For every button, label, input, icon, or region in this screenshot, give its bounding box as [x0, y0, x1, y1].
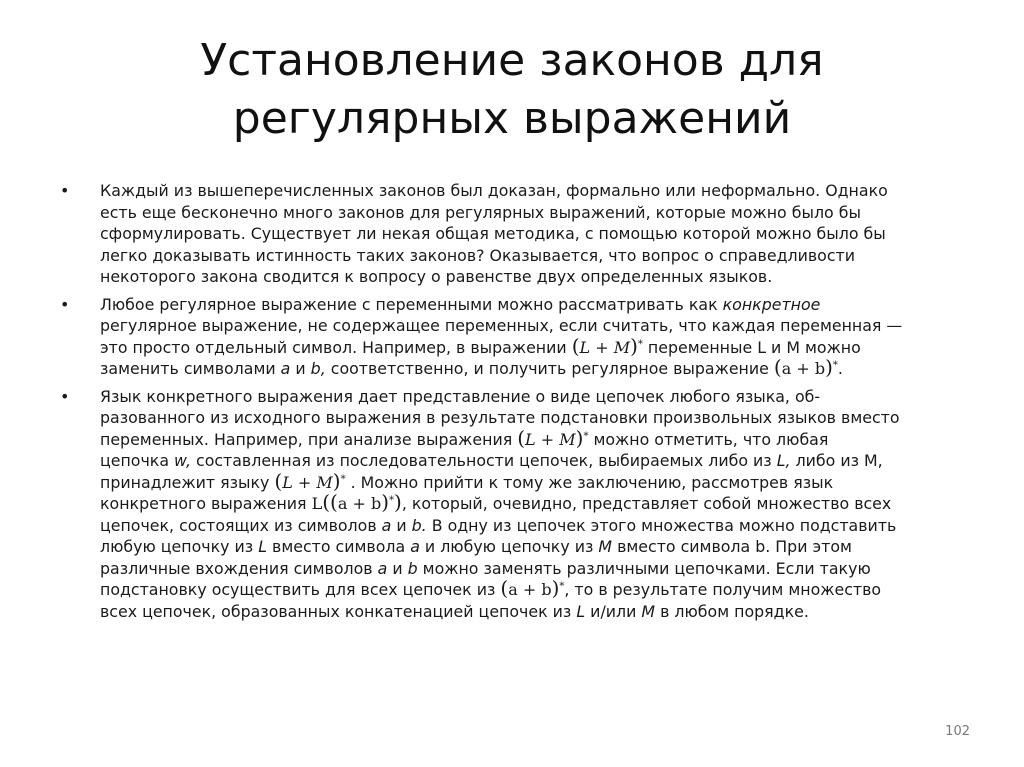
text-line — [100, 490, 970, 515]
bullet-marker: • — [60, 386, 70, 406]
slide-title-line-1: Установление законов для — [200, 35, 824, 86]
math-expression: (L + M)* — [274, 468, 346, 493]
text-segment: вместо символа b. При этом — [612, 537, 852, 556]
text-line — [100, 245, 970, 267]
text-segment: переменные L и M можно — [642, 337, 861, 357]
text-segment: и/или — [585, 601, 642, 621]
text-segment: в любом порядке. — [655, 601, 809, 621]
bullet-list — [60, 180, 970, 628]
text-segment: конкретного выражения — [100, 494, 312, 513]
text-segment: Язык конкретного выражения дает представление о виде цепочек любого языка, об- — [100, 386, 821, 406]
text-line — [100, 515, 970, 537]
text-segment: Любое регулярное выражение с переменными можно рассматривать как — [100, 294, 723, 314]
text-segment: соответственно, и получить регулярное выражение — [325, 359, 774, 378]
text-segment: либо из М, — [790, 451, 883, 470]
text-segment: Каждый из вышеперечисленных законов был доказан, формально или неформально. Однако — [100, 181, 888, 200]
text-segment: и — [391, 515, 412, 535]
italic-text: b — [407, 558, 418, 578]
bullet-marker: • — [60, 181, 70, 200]
bullet-marker: • — [60, 294, 70, 314]
italic-text: b, — [310, 359, 326, 378]
text-line — [100, 266, 970, 288]
math-expression: (a + b)* — [773, 355, 838, 379]
text-segment: регулярное выражение, не содержащее переменных, если считать, что каждая переменная — — [100, 316, 903, 335]
bullet-paragraph — [60, 180, 970, 288]
italic-text: w, — [174, 451, 191, 470]
text-line — [100, 315, 970, 337]
text-segment: всех цепочек, образованных конкатенацией цепочек из — [100, 601, 577, 621]
text-segment: , который, очевидно, представляет собой множество всех — [401, 494, 892, 513]
text-line — [100, 576, 970, 601]
text-segment: В одну из цепочек этого множества можно подставить — [426, 515, 897, 535]
text-segment: заменить символами — [100, 359, 281, 378]
italic-text: a — [381, 515, 392, 535]
math-expression: (L + M)* — [571, 333, 643, 358]
text-line — [100, 386, 970, 408]
text-segment: цепочка — [100, 451, 175, 470]
math-expression: (a + b)* — [500, 576, 565, 600]
text-segment: подстановку осуществить для всех цепочек из — [100, 580, 501, 599]
page-number: 102 — [945, 724, 970, 739]
text-line — [100, 450, 970, 472]
slide-title — [60, 32, 964, 148]
text-segment: есть еще бесконечно много законов для регулярных выражений, которые можно было бы — [100, 202, 861, 222]
text-segment: некоторого закона сводится к вопросу о равенстве двух определенных языков. — [100, 267, 773, 286]
text-line — [100, 407, 970, 429]
text-line — [100, 425, 970, 451]
text-segment: вместо символа — [267, 537, 411, 556]
text-segment: любую цепочку из — [100, 537, 259, 556]
text-line — [100, 558, 970, 580]
italic-text: M — [598, 537, 613, 556]
text-line — [100, 333, 970, 359]
math-expression: (L + M)* — [517, 425, 589, 450]
bullet-paragraph — [60, 294, 970, 380]
text-segment: и любую цепочку из — [419, 537, 599, 556]
italic-text: L — [258, 537, 268, 556]
italic-text: конкретное — [722, 294, 821, 314]
text-line — [100, 536, 970, 558]
italic-text: M — [641, 601, 656, 621]
text-segment: принадлежит языку — [100, 472, 275, 492]
bullet-paragraph — [60, 386, 970, 623]
text-segment: можно заменять различными цепочками. Если такую — [417, 558, 871, 578]
text-segment: . Можно прийти к тому же заключению, рассмотрев язык — [345, 472, 834, 492]
text-segment: составленная из последовательности цепочек, выбираемых либо из — [190, 451, 777, 470]
italic-text: a — [377, 558, 388, 578]
text-segment: цепочек, состоящих из символов — [100, 515, 382, 535]
text-line — [100, 601, 970, 623]
text-segment: различные вхождения символов — [100, 558, 378, 578]
italic-text: b. — [411, 515, 427, 535]
italic-text: a — [280, 359, 291, 378]
text-segment: . — [837, 359, 843, 378]
text-segment: это просто отдельный символ. Например, в выражении — [100, 337, 572, 357]
text-segment: и — [290, 359, 311, 378]
text-line — [100, 468, 970, 494]
text-segment: разованного из исходного выражения в результате подстановки произвольных языков вместо — [100, 408, 900, 427]
text-line — [100, 180, 970, 202]
text-line — [100, 294, 970, 316]
text-segment: сформулировать. Существует ли некая общая методика, с помощью которой можно было бы — [100, 224, 886, 243]
text-line — [100, 202, 970, 224]
italic-text: L, — [776, 451, 791, 470]
text-segment: и — [387, 558, 408, 578]
text-line — [100, 355, 970, 380]
italic-text: a — [410, 537, 420, 556]
slide-title-line-2: регулярных выражений — [232, 93, 792, 144]
text-segment: легко доказывать истинность таких законов? Оказывается, что вопрос о справедливости — [100, 245, 856, 265]
italic-text: L — [576, 601, 586, 621]
text-segment: можно отметить, что любая — [588, 429, 829, 449]
text-segment: , то в результате получим множество — [564, 580, 882, 599]
text-line — [100, 223, 970, 245]
math-expression: L((a + b)*) — [311, 490, 402, 514]
text-segment: переменных. Например, при анализе выражения — [100, 429, 518, 449]
